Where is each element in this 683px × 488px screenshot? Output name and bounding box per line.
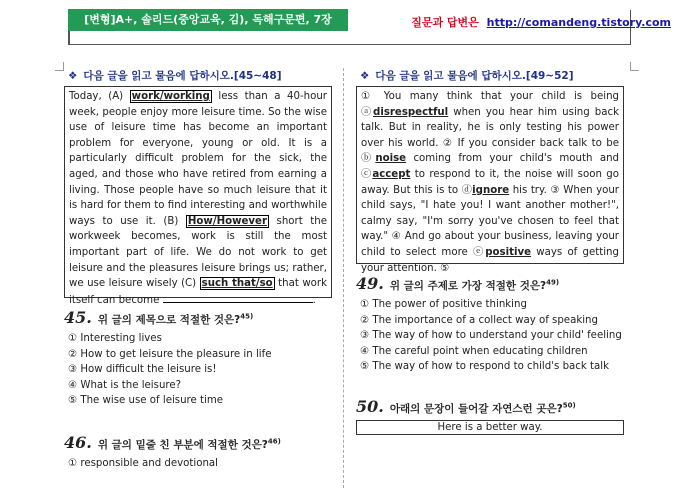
choice-box-c: such that/so [201, 278, 273, 290]
question-number: 49. [356, 274, 384, 293]
question-number: 50. [356, 396, 384, 416]
column-divider [343, 68, 344, 488]
question-50-title [356, 397, 624, 416]
passage-text: ① You many think that your child is being ⓐ [361, 91, 619, 118]
diamond-icon: ❖ [360, 70, 370, 82]
option[interactable]: ① Interesting lives [68, 333, 162, 344]
corner-mark-left [55, 62, 64, 71]
option[interactable]: ⑤ The wise use of leisure time [68, 395, 224, 406]
passage-text: short the workweek becomes, work is still the most important part of life. We do not work to get leisure and the pleasures leisure brings us; rather, we use leisure wisely (C) [69, 215, 327, 290]
given-sentence-box: Here is a better way. [356, 420, 624, 435]
question-text: 위 글의 주제로 가장 적절한 것은? [389, 280, 547, 292]
option[interactable]: ④ The careful point when educating children [360, 345, 588, 357]
passage-text: ways of getting your attention. ⑤ [361, 246, 619, 274]
underlined-e: positive [485, 246, 532, 258]
question-text: 위 글의 밑줄 친 부분에 적절한 것은? [97, 438, 268, 451]
footnote-ref: 45) [240, 312, 254, 321]
question-49-title [356, 274, 624, 293]
underlined-b: noise [375, 153, 407, 165]
underlined-c: accept [372, 168, 411, 180]
passage-text: his try. ③ When your child says, "I hate you! I want another mother!", calmy say, "I'm sorry you've chosen to feel that way." ④ And go about your business, leaving your child to select more ⓔ [361, 184, 619, 258]
question-45 [64, 308, 332, 409]
instruction-right-text: 다음 글을 읽고 물음에 답하시오.[49~52] [375, 70, 574, 82]
qa-notice [411, 14, 671, 30]
passage-left [64, 86, 332, 306]
qa-label: 질문과 답변은 [411, 16, 479, 29]
option[interactable]: ② The importance of a collect way of speaking [360, 314, 598, 326]
option[interactable]: ① The power of positive thinking [360, 299, 527, 310]
question-46-title [64, 433, 332, 452]
underlined-a: disrespectful [373, 106, 449, 118]
passage-text: less than a 40-hour week, people enjoy more leisure time. So the wise use of leisure time has become an important problem for everyone, young or old. It is a particularly difficult problem for the sick, the aged, and those who have retired from earning a living. Those people have so much leisure that it is hard for them to find interesting and worthwhile ways to use it. (B) [69, 91, 327, 227]
instruction-left-text: 다음 글을 읽고 물음에 답하시오.[45~48] [83, 70, 282, 82]
options-45 [68, 331, 332, 409]
passage-text: when you hear him using back talk. But in reality, he is only testing his power over his world. ② If you consider back talk to be ⓑ [361, 106, 619, 165]
option[interactable]: ④ What is the leisure? [68, 379, 182, 391]
left-column [64, 68, 332, 471]
question-49 [356, 274, 624, 375]
question-text: 아래의 문장이 들어갈 자연스런 곳은? [389, 402, 563, 415]
question-text: 위 글의 제목으로 적절한 것은? [97, 314, 241, 326]
qa-link[interactable]: http://comandeng.tistory.com [486, 16, 671, 29]
instruction-left [68, 68, 332, 83]
question-number: 45. [64, 308, 92, 327]
option[interactable]: ③ The way of how to understand your child' feeling [360, 330, 622, 341]
passage-text: . [312, 294, 316, 306]
corner-mark-right [630, 62, 639, 71]
options-46 [68, 456, 332, 472]
choice-box-b: How/However [187, 215, 267, 227]
passage-text: that work itself can become [69, 278, 327, 306]
answer-blank [163, 292, 313, 303]
question-number: 46. [64, 432, 92, 452]
passage-text: coming from your child's mouth and ⓒ [361, 153, 620, 180]
question-50 [356, 397, 624, 435]
passage-right [356, 86, 624, 274]
passage-text: to respond to it, the noise will soon go away. But this is to ⓓ [361, 168, 619, 196]
option[interactable]: ① responsible and devotional [68, 457, 218, 469]
underlined-d: ignore [472, 184, 510, 196]
right-column [356, 68, 624, 435]
worksheet-title: [변형]A+, 솔리드(중앙교육, 김), 독해구문편, 7장 [68, 9, 348, 31]
option[interactable]: ③ How difficult the leisure is! [68, 364, 217, 375]
choice-box-a: work/working [131, 91, 210, 102]
footnote-ref: 49) [546, 278, 560, 287]
question-46 [64, 433, 332, 472]
option[interactable]: ⑤ The way of how to respond to child's back talk [360, 361, 609, 372]
footnote-ref: 46) [267, 437, 281, 445]
options-49 [360, 297, 624, 375]
instruction-right [360, 68, 624, 83]
diamond-icon: ❖ [68, 70, 78, 82]
footnote-ref: 50) [562, 401, 576, 409]
passage-text: Today, (A) [69, 91, 130, 102]
option[interactable]: ② How to get leisure the pleasure in life [68, 348, 272, 360]
question-45-title [64, 308, 332, 327]
